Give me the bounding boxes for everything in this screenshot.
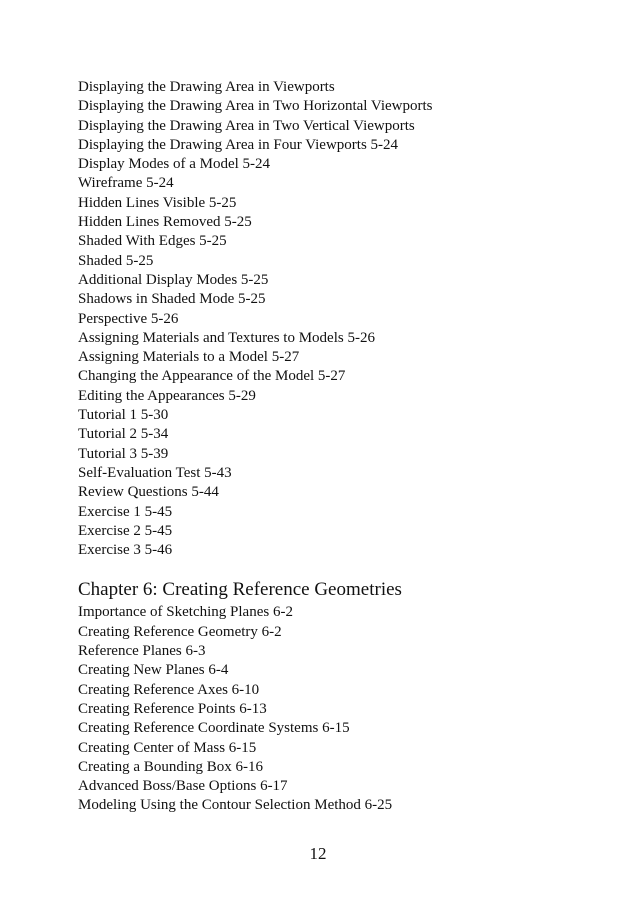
toc-entry: Creating a Bounding Box 6-16 (78, 758, 263, 775)
toc-entry: Exercise 3 5-46 (78, 542, 173, 559)
toc-entry: Displaying the Drawing Area in Viewports (78, 79, 335, 95)
toc-entry: Tutorial 2 5-34 (78, 426, 169, 443)
toc-entry: Hidden Lines Visible 5-25 (78, 194, 237, 211)
toc-entry: Creating Reference Geometry 6-2 (78, 623, 282, 640)
chapter-heading: Chapter 6: Creating Reference Geometries (78, 579, 402, 601)
toc-entry: Additional Display Modes 5-25 (78, 271, 269, 288)
toc-entry: Display Modes of a Model 5-24 (78, 156, 271, 173)
toc-entry: Displaying the Drawing Area in Two Horizontal Viewports (78, 98, 433, 115)
toc-entry: Tutorial 1 5-30 (78, 407, 169, 424)
toc-entry: Shadows in Shaded Mode 5-25 (78, 291, 266, 308)
toc-entry: Creating New Planes 6-4 (78, 662, 229, 679)
toc-entry: Exercise 2 5-45 (78, 522, 173, 539)
toc-entry: Review Questions 5-44 (78, 484, 219, 501)
toc-entry: Perspective 5-26 (78, 310, 179, 327)
chapter-6-entry-list (78, 603, 598, 815)
toc-entry: Editing the Appearances 5-29 (78, 387, 256, 404)
toc-page (78, 78, 598, 816)
toc-entry: Modeling Using the Contour Selection Method 6-25 (78, 797, 393, 814)
toc-entry: Exercise 1 5-45 (78, 503, 173, 520)
toc-entry: Shaded With Edges 5-25 (78, 233, 227, 250)
toc-section-list (78, 78, 598, 560)
toc-entry: Creating Center of Mass 6-15 (78, 739, 257, 756)
toc-entry: Creating Reference Points 6-13 (78, 700, 267, 717)
toc-entry: Assigning Materials and Textures to Models 5-26 (78, 329, 375, 346)
toc-entry: Creating Reference Coordinate Systems 6-15 (78, 720, 350, 737)
page-number: 12 (309, 844, 327, 863)
toc-entry: Tutorial 3 5-39 (78, 445, 169, 462)
toc-entry: Reference Planes 6-3 (78, 643, 206, 660)
toc-entry: Displaying the Drawing Area in Four Viewports 5-24 (78, 136, 399, 153)
toc-entry: Advanced Boss/Base Options 6-17 (78, 778, 288, 795)
toc-entry: Self-Evaluation Test 5-43 (78, 464, 232, 481)
toc-entry: Hidden Lines Removed 5-25 (78, 214, 252, 231)
toc-entry: Changing the Appearance of the Model 5-27 (78, 368, 346, 385)
toc-entry: Assigning Materials to a Model 5-27 (78, 349, 300, 366)
toc-entry: Displaying the Drawing Area in Two Vertical Viewports (78, 117, 415, 134)
toc-entry: Creating Reference Axes 6-10 (78, 681, 260, 698)
toc-entry: Shaded 5-25 (78, 252, 154, 269)
toc-entry: Importance of Sketching Planes 6-2 (78, 604, 293, 621)
toc-entry: Wireframe 5-24 (78, 175, 174, 192)
